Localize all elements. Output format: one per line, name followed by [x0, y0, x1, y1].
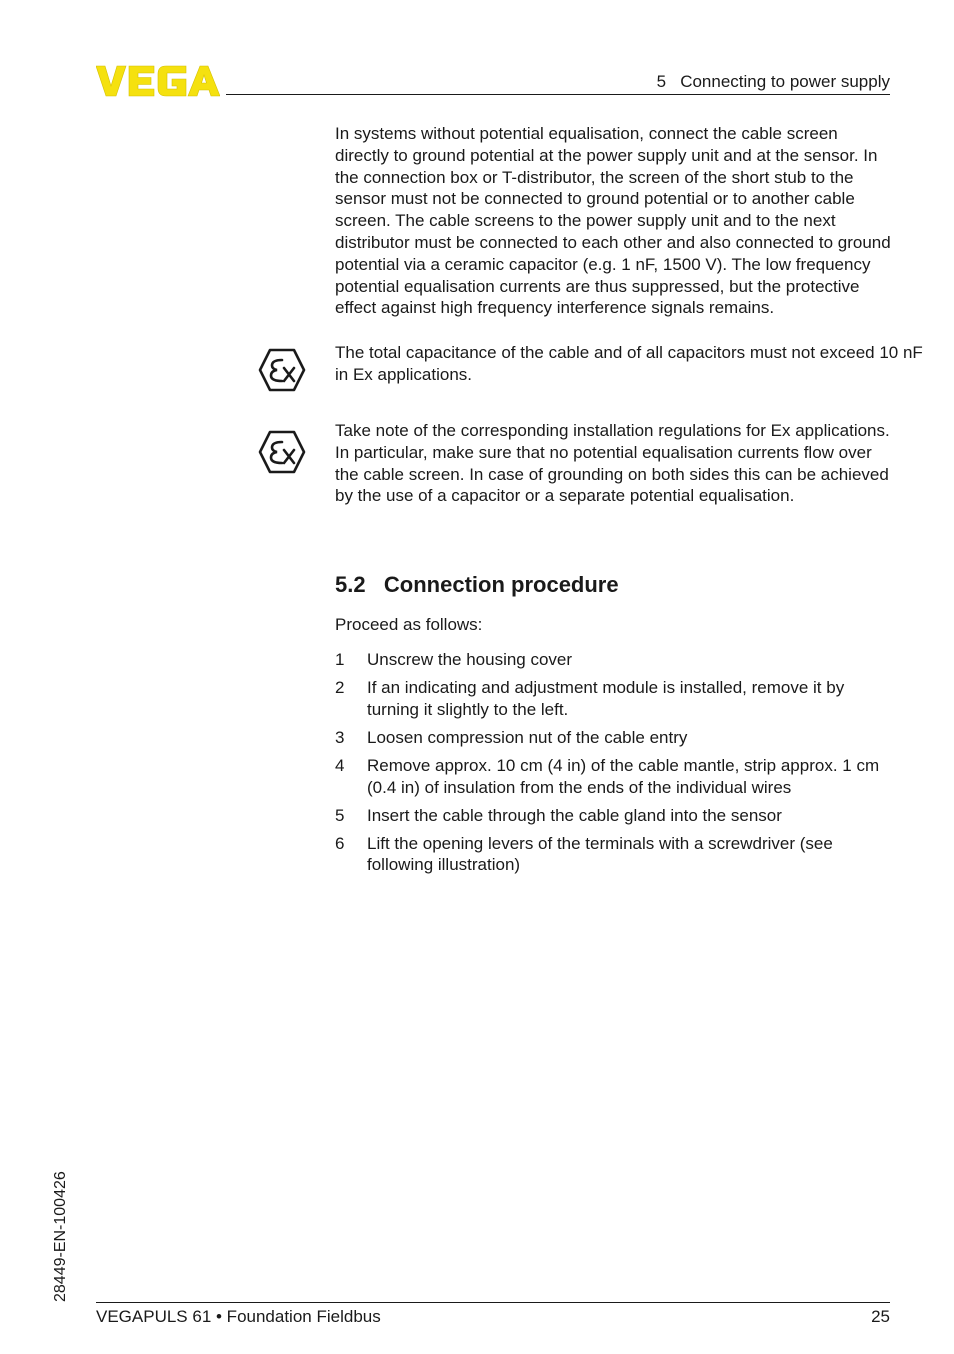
vega-logo: [96, 64, 220, 98]
step-number: 2: [335, 677, 345, 697]
step-number: 6: [335, 833, 345, 853]
step-number: 1: [335, 650, 345, 669]
procedure-step: [335, 755, 895, 799]
ex-note-capacitance: The total capacitance of the cable and of all capacitors must not exceed 10 nF in Ex applications.: [335, 343, 923, 384]
step-number: 5: [335, 805, 345, 825]
step-text: Loosen compression nut of the cable entry: [367, 727, 688, 747]
document-id: 28449-EN-100426: [52, 1171, 69, 1302]
page-number: 25: [871, 1307, 890, 1326]
footer-product: VEGAPULS 61 • Foundation Fieldbus: [96, 1307, 381, 1326]
step-text: Unscrew the housing cover: [367, 650, 573, 669]
section-heading: 5.2 Connection procedure: [335, 572, 619, 597]
paragraph-potential-equalisation: In systems without potential equalisation, connect the cable screen directly to ground potential at the power supply unit and at the sensor. In the connection box or T-distributor, the screen of the short stub to the sensor must not be connected to ground potential or to another cable screen. The cable screens to the power supply unit and to the next distributor must be connected to each other and also connected to ground potential via a ceramic capacitor (e.g. 1 nF, 1500 V). The low frequency potential equalisation currents are thus suppressed, but the protective effect against high frequency interference signals remains.: [335, 124, 891, 318]
step-text: If an indicating and adjustment module is installed, remove it by turning it slightly to the left.: [367, 677, 845, 719]
ex-explosion-protection-icon: [258, 348, 306, 392]
procedure-step: [335, 649, 895, 671]
step-number: 4: [335, 755, 345, 775]
procedure-step: [335, 727, 895, 749]
ex-note-installation-regulations: Take note of the corresponding installation regulations for Ex applications. In particular, make sure that no potential equalisation currents flow over the cable screen. In case of grounding on both sides this can be achieved by the use of a capacitor or a separate potential equalisation.: [335, 421, 890, 506]
step-text: Insert the cable through the cable gland into the sensor: [367, 805, 782, 825]
ex-explosion-protection-icon: [258, 430, 306, 474]
procedure-step: [335, 833, 895, 877]
footer-rule: [96, 1302, 890, 1303]
procedure-steps: [335, 649, 895, 882]
procedure-step: [335, 677, 895, 721]
section-intro: Proceed as follows:: [335, 615, 483, 634]
chapter-title: 5 Connecting to power supply: [656, 72, 890, 91]
header-rule: [226, 94, 890, 95]
step-number: 3: [335, 727, 345, 747]
step-text: Remove approx. 10 cm (4 in) of the cable mantle, strip approx. 1 cm (0.4 in) of insulation from the ends of the individual wires: [367, 755, 880, 797]
step-text: Lift the opening levers of the terminals with a screwdriver (see following illustration): [367, 833, 833, 875]
procedure-step: [335, 805, 895, 827]
